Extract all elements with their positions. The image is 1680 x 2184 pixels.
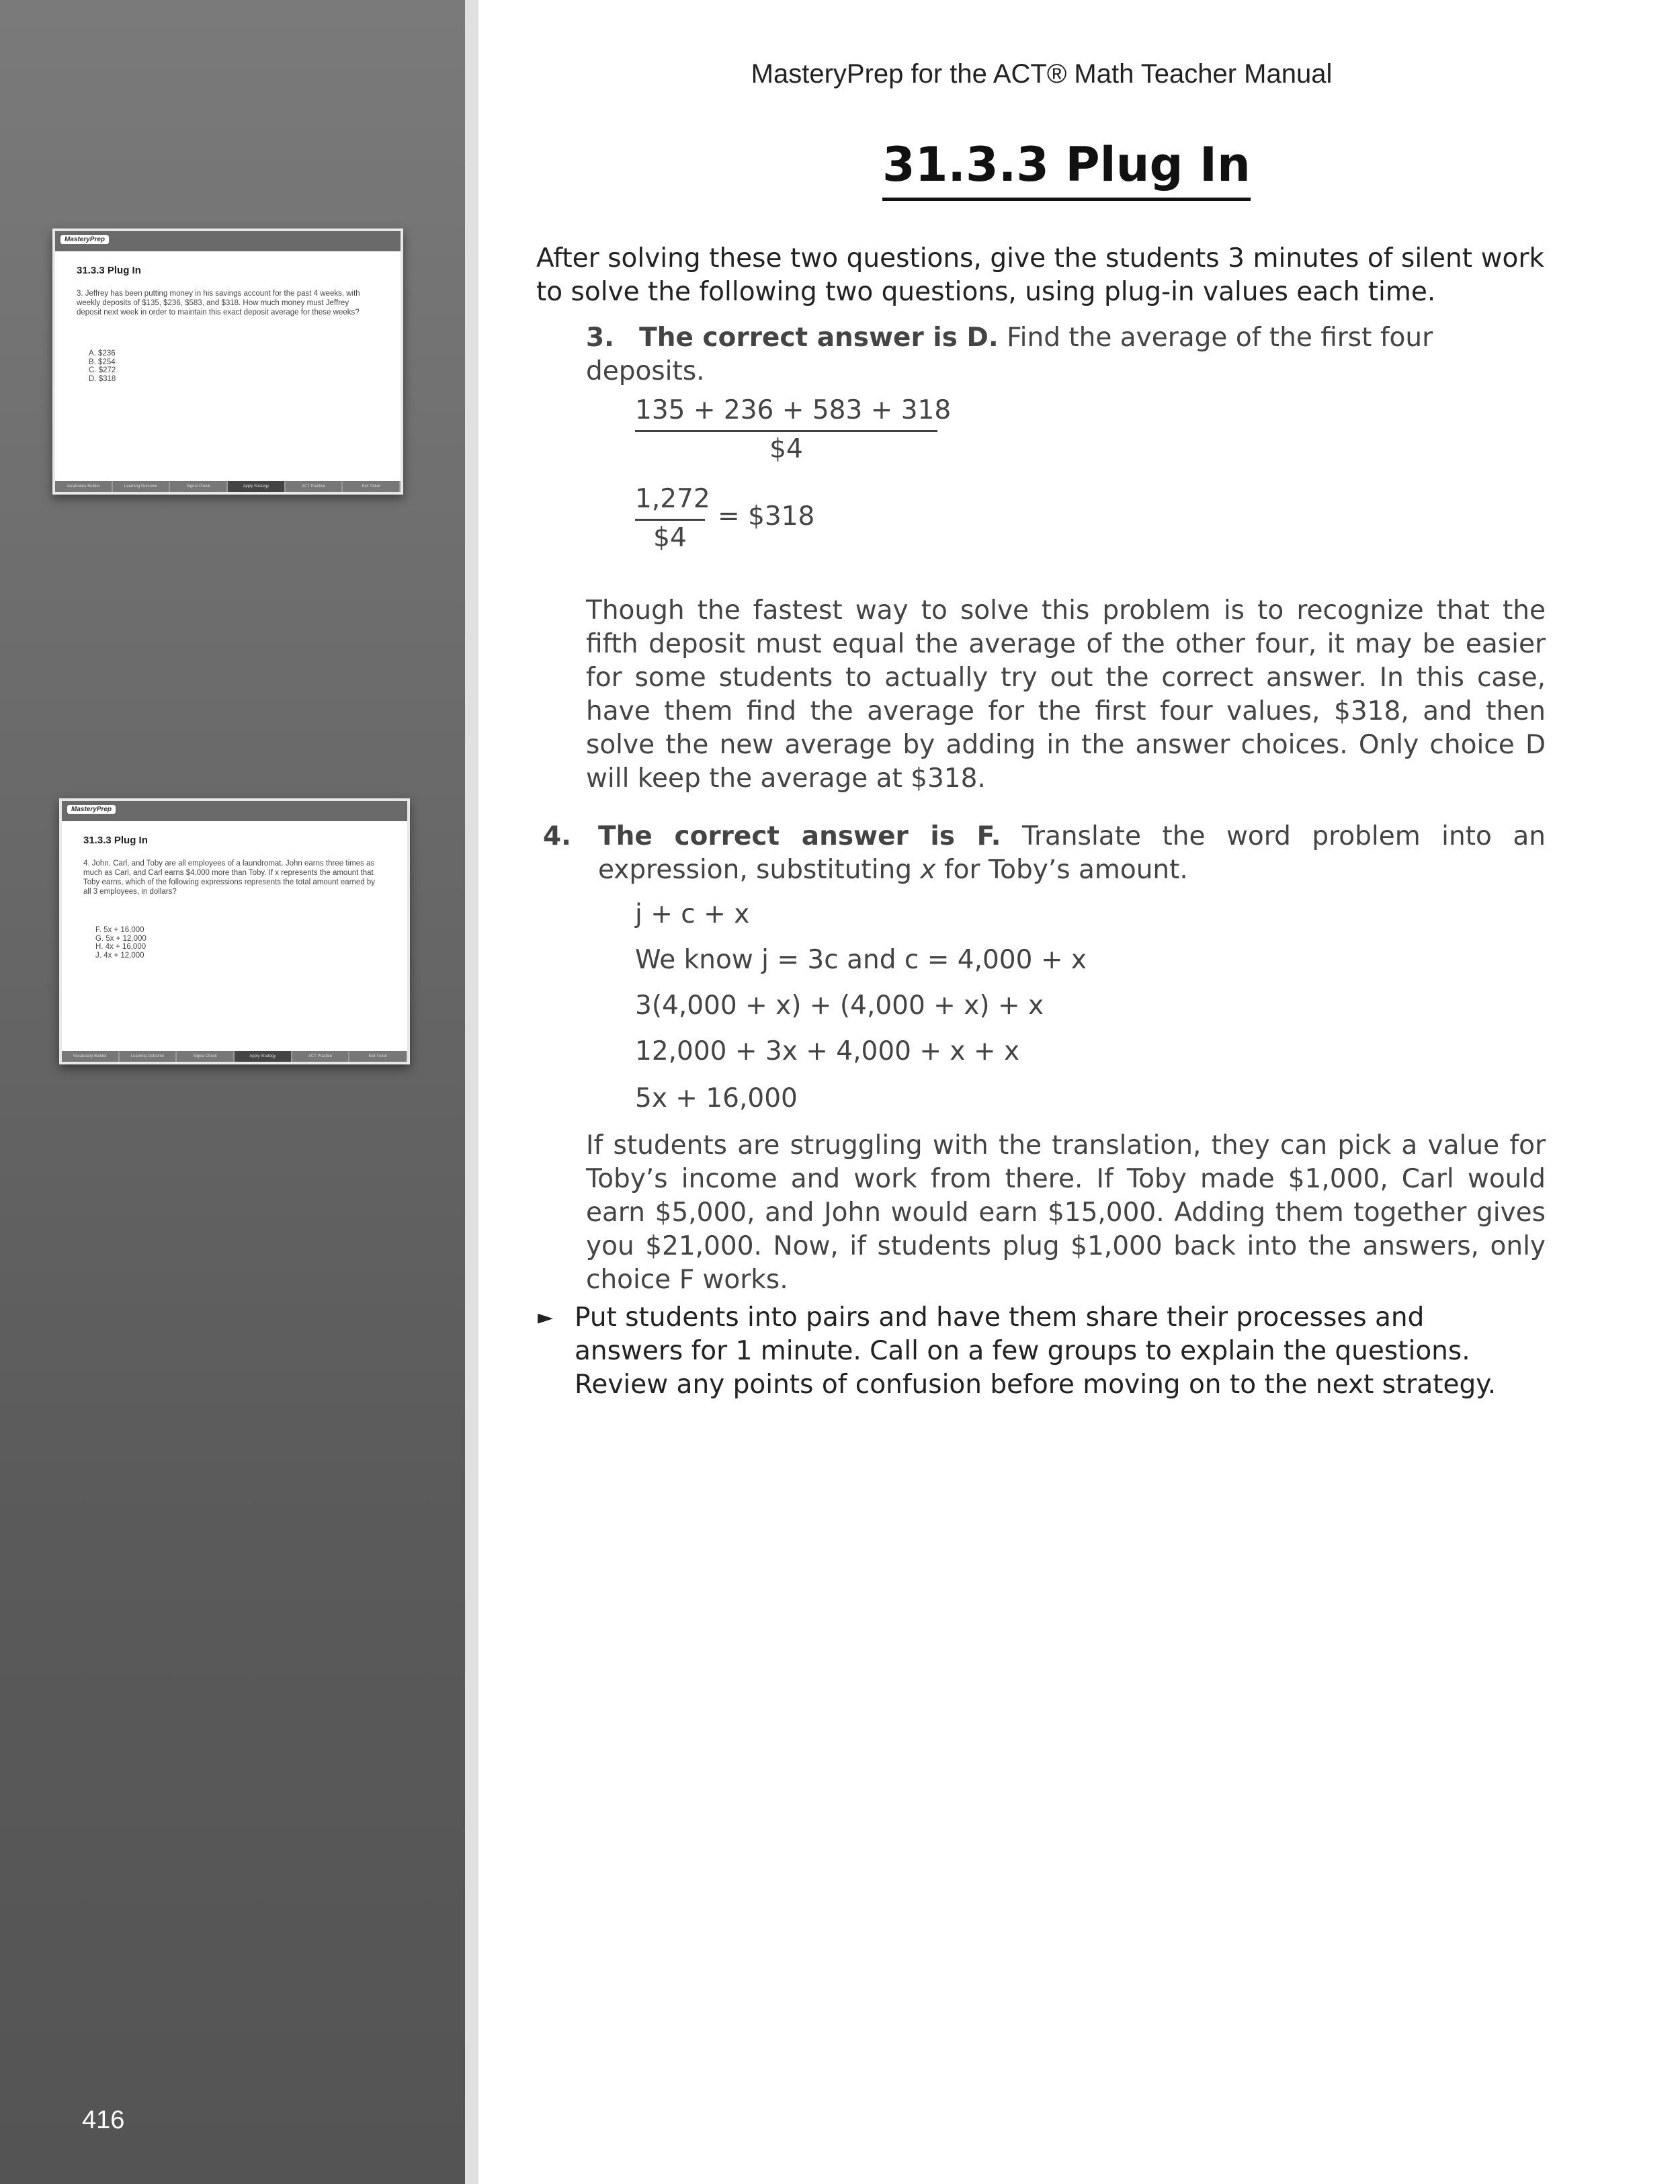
q4-step-1: j + c + x <box>635 899 750 929</box>
q3-fraction2-result: = $318 <box>718 501 815 532</box>
q4-step-4: 12,000 + 3x + 4,000 + x + x <box>635 1036 1020 1066</box>
q3-fraction1-numerator: 135 + 236 + 583 + 318 <box>635 395 952 425</box>
slide-option: C. $272 <box>89 366 116 374</box>
q4-heading <box>598 820 1546 887</box>
slide-logo: MasteryPrep <box>67 805 116 814</box>
slide-nav-item: ACT Practice <box>292 1051 350 1062</box>
slide-logo: MasteryPrep <box>60 235 109 244</box>
q3-fraction2-numerator: 1,272 <box>635 484 710 514</box>
slide-option: A. $236 <box>89 349 116 358</box>
q4-step-2: We know j = 3c and c = 4,000 + x <box>635 945 1087 975</box>
slide-nav-item-active: Apply Strategy <box>228 481 286 492</box>
slide-option: J. 4x + 12,000 <box>95 951 144 960</box>
slide-option: G. 5x + 12,000 <box>95 934 146 943</box>
q3-fraction2-denominator: $4 <box>653 523 687 553</box>
slide-options <box>89 349 116 383</box>
slide-nav-bar <box>62 1051 407 1062</box>
slide-header-bar <box>55 231 401 251</box>
slide-question: 3. Jeffrey has been putting money in his savings account for the past 4 weeks, with weekly deposits of $135, $236, $583, and $318. How much money must Jeffrey deposit next week in order to maintain this exact deposit average for these weeks? <box>77 290 360 317</box>
slide-title: 31.3.3 Plug In <box>83 835 148 846</box>
slide-thumbnail-q3 <box>52 228 403 495</box>
intro-paragraph: After solving these two questions, give the students 3 minutes of silent work to solve the following two questions, using plug-in values each time. <box>536 243 1544 307</box>
bullet-arrow-icon: ► <box>538 1306 554 1329</box>
slide-nav-item: Learning Outcome <box>113 481 171 492</box>
slide-option: F. 5x + 16,000 <box>95 926 144 934</box>
slide-title: 31.3.3 Plug In <box>77 265 141 276</box>
page-title: 31.3.3 Plug In <box>882 134 1251 201</box>
q4-lead-end: for Toby’s amount. <box>943 855 1188 885</box>
q4-lead: Translate the word problem into an expression, substituting <box>598 821 1546 885</box>
q4-answer: The correct answer is F. <box>598 821 1001 851</box>
q4-lead-variable: x <box>920 855 936 885</box>
slide-header-bar <box>62 801 407 821</box>
q3-explanation: Though the fastest way to solve this problem is to recognize that the fifth deposit must equal the average of the other four, it may be easier for some students to actually try out the correct answer. In this case, have them find the average for the first four values, $318, and then solve the new average by adding in the answer choices. Only choice D will keep the average at $318. <box>586 595 1546 794</box>
page-number: 416 <box>82 2106 125 2134</box>
slide-nav-item-active: Apply Strategy <box>235 1051 292 1062</box>
bullet-instruction: Put students into pairs and have them share their processes and answers for 1 minute. Call on a few groups to explain the questions. Review any points of confusion before moving on to the next strategy. <box>575 1302 1497 1400</box>
slide-nav-item: Vocabulary Builder <box>62 1051 120 1062</box>
q3-fraction1-denominator: $4 <box>769 434 803 464</box>
running-header: MasteryPrep for the ACT® Math Teacher Manual <box>751 59 1333 89</box>
slide-nav-item: Signal Check <box>177 1051 235 1062</box>
q3-answer: The correct answer is D. <box>639 323 999 353</box>
slide-option: D. $318 <box>89 374 116 383</box>
q3-heading <box>586 321 1547 388</box>
slide-thumbnail-q4 <box>59 798 410 1064</box>
slide-question: 4. John, Carl, and Toby are all employees of a laundromat. John earns three times as much as Carl, and Carl earns $4,000 more than Toby. If x represents the amount that Toby earns, which of the following expressions represents the total amount earned by all 3 employees, in dollars? <box>83 859 376 896</box>
q4-step-3: 3(4,000 + x) + (4,000 + x) + x <box>635 991 1044 1021</box>
q3-number: 3. <box>586 323 614 353</box>
slide-option: H. 4x + 16,000 <box>95 943 146 951</box>
slide-nav-item: Vocabulary Builder <box>55 481 113 492</box>
slide-nav-item: Exit Ticket <box>349 1051 407 1062</box>
q4-step-5: 5x + 16,000 <box>635 1083 798 1114</box>
slide-options <box>95 926 146 960</box>
slide-nav-item: Learning Outcome <box>120 1051 177 1062</box>
q3-lead: Find the average of the first four deposits. <box>586 323 1433 386</box>
slide-nav-item: Signal Check <box>170 481 228 492</box>
sidebar-divider <box>465 0 478 2184</box>
q3-fraction1-bar <box>635 430 937 432</box>
slide-nav-item: Exit Ticket <box>343 481 401 492</box>
q4-explanation: If students are struggling with the translation, they can pick a value for Toby’s income and work from there. If Toby made $1,000, Carl would earn $5,000, and John would earn $15,000. Adding them together gives you $21,000. Now, if students plug $1,000 back into the answers, only choice F works. <box>586 1130 1546 1295</box>
slide-option: B. $254 <box>89 358 116 366</box>
q4-number: 4. <box>543 821 571 851</box>
slide-nav-item: ACT Practice <box>286 481 343 492</box>
q3-fraction2-bar <box>635 519 705 521</box>
slide-nav-bar <box>55 481 401 492</box>
sidebar-panel <box>0 0 465 2184</box>
